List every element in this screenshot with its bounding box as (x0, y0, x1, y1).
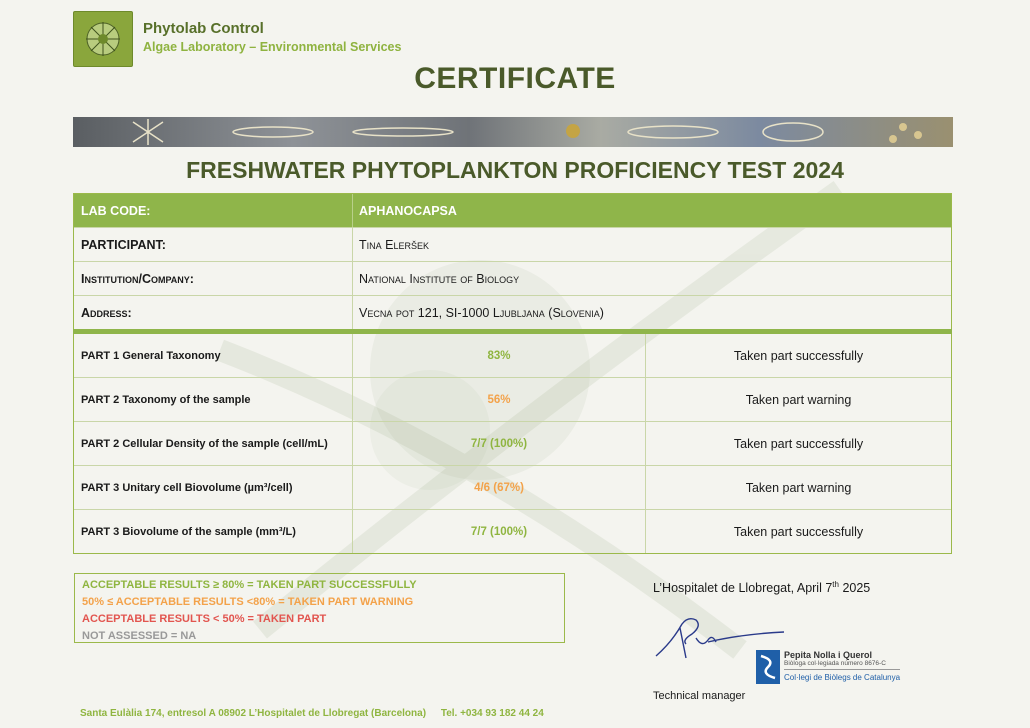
brand-subtitle: Algae Laboratory – Environmental Services (143, 40, 402, 54)
result-score: 4/6 (67%) (353, 466, 646, 509)
certificate-title: CERTIFICATE (414, 62, 616, 95)
result-status: Taken part successfully (733, 524, 864, 539)
seal-name: Pepita Nolla i Querol (784, 650, 873, 660)
result-status: Taken part successfully (733, 436, 864, 451)
result-score: 7/7 (100%) (353, 422, 646, 465)
legend-fail: ACCEPTABLE RESULTS < 50% = TAKEN PART (82, 613, 327, 625)
participant-row (74, 228, 951, 262)
address-value: Vecna pot 121, SI-1000 Ljubljana (Slovenia) (359, 306, 604, 320)
day-suffix: th (832, 580, 839, 589)
institution-label: Institution/Company: (74, 262, 353, 295)
test-title: FRESHWATER PHYTOPLANKTON PROFICIENCY TEST 2024 (186, 157, 844, 183)
result-part: PART 2 Cellular Density of the sample (cell/mL) (74, 422, 353, 465)
results-table (73, 334, 952, 554)
participant-info-table (73, 193, 952, 331)
year-text: 2025 (838, 581, 871, 596)
result-row (74, 378, 951, 422)
seal-organization: Col·legi de Biòlegs de Catalunya (784, 673, 901, 682)
result-row (74, 510, 951, 553)
result-score: 56% (353, 378, 646, 421)
result-part: PART 2 Taxonomy of the sample (74, 378, 353, 421)
legend-not-assessed: NOT ASSESSED = NA (82, 630, 197, 642)
footer (80, 708, 556, 719)
result-part: PART 1 General Taxonomy (74, 334, 353, 377)
result-part: PART 3 Biovolume of the sample (mm³/L) (74, 510, 353, 553)
lab-code-value: APHANOCAPSA (359, 203, 457, 218)
microscopy-banner (73, 117, 953, 147)
result-status: Taken part warning (745, 480, 852, 495)
result-score: 83% (353, 334, 646, 377)
phytoplankton-logo-icon (80, 18, 126, 60)
participant-value: Tina Eleršek (359, 237, 429, 252)
institution-row (74, 262, 951, 296)
result-part: PART 3 Unitary cell Biovolume (µm³/cell) (74, 466, 353, 509)
seal-number: Biòloga col·legiada número 8676-C (784, 660, 900, 670)
result-status: Taken part warning (745, 392, 852, 407)
brand-block (143, 20, 401, 54)
footer-address: Santa Eulàlia 174, entresol A 08902 L’Hospitalet de Llobregat (Barcelona) (80, 708, 427, 719)
footer-phone: Tel. +034 93 182 44 24 (440, 708, 544, 719)
professional-seal (756, 650, 900, 684)
results-legend (74, 573, 565, 643)
participant-label: PARTICIPANT: (74, 228, 353, 261)
result-score: 7/7 (100%) (353, 510, 646, 553)
address-label: Address: (74, 296, 353, 330)
result-row (74, 334, 951, 378)
seal-logo-icon (756, 650, 780, 684)
legend-success: ACCEPTABLE RESULTS ≥ 80% = TAKEN PART SUCCESSFULLY (82, 579, 417, 591)
legend-warning: 50% ≤ ACCEPTABLE RESULTS <80% = TAKEN PART WARNING (82, 596, 414, 608)
company-logo (73, 11, 133, 67)
lab-code-row (74, 194, 951, 228)
address-row (74, 296, 951, 330)
place-text: L’Hospitalet de Llobregat, April 7 (653, 581, 833, 596)
place-and-date (653, 580, 870, 595)
institution-value: National Institute of Biology (359, 271, 520, 286)
lab-code-label: LAB CODE: (74, 194, 353, 227)
result-row (74, 466, 951, 510)
signatory-role: Technical manager (653, 690, 746, 702)
result-row (74, 422, 951, 466)
result-status: Taken part successfully (733, 348, 864, 363)
brand-name: Phytolab Control (143, 20, 264, 37)
